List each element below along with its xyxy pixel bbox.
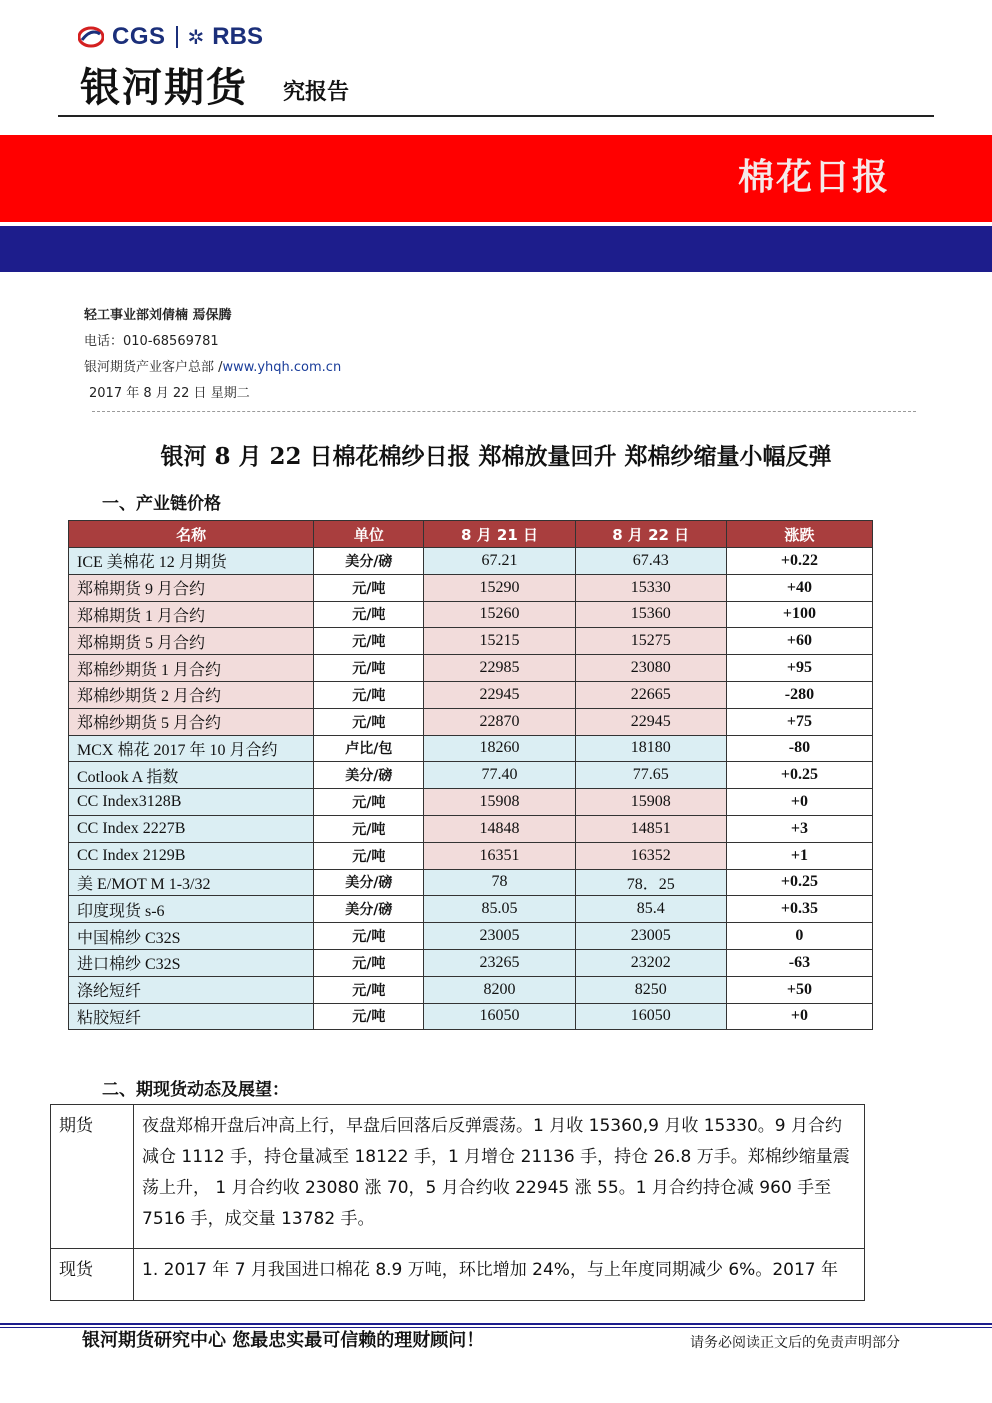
report-label: 究报告: [283, 80, 350, 105]
dashed-divider: [92, 411, 916, 412]
cell-change: +0.25: [726, 762, 872, 789]
cell-unit: 美分/磅: [314, 869, 424, 896]
table-row: [69, 708, 873, 735]
report-title: 银河 8 月 22 日棉花棉纱日报 郑棉放量回升 郑棉纱缩量小幅反弹: [160, 443, 832, 470]
cell-aug22: 15360: [575, 601, 726, 628]
cell-aug21: 18260: [424, 735, 575, 762]
table-header-row: [69, 521, 873, 548]
cell-unit: 元/吨: [314, 923, 424, 950]
footer-slogan: 银河期货研究中心 您最忠实最可信赖的理财顾问！: [82, 1330, 485, 1351]
futures-row: [51, 1105, 865, 1249]
brand-name: 银河期货: [80, 65, 248, 111]
cell-change: 0: [726, 923, 872, 950]
cell-aug22: 16050: [575, 1003, 726, 1030]
table-row: [69, 574, 873, 601]
table-row: [69, 923, 873, 950]
cell-name: CC Index 2227B: [69, 815, 314, 842]
cell-unit: 美分/磅: [314, 762, 424, 789]
table-row: [69, 628, 873, 655]
table-row: [69, 869, 873, 896]
col-header-change: 涨跌: [726, 521, 872, 548]
cell-aug22: 15275: [575, 628, 726, 655]
cell-unit: 美分/磅: [314, 896, 424, 923]
cell-name: MCX 棉花 2017 年 10 月合约: [69, 735, 314, 762]
cell-aug22: 16352: [575, 842, 726, 869]
logo-divider: [176, 26, 178, 48]
cell-change: +40: [726, 574, 872, 601]
cell-aug21: 23265: [424, 949, 575, 976]
spot-text: 1. 2017 年 7 月我国进口棉花 8.9 万吨，环比增加 24%，与上年度同期减少 6%。2017 年: [134, 1249, 865, 1301]
col-header-name: 名称: [69, 521, 314, 548]
cell-name: 郑棉纱期货 1 月合约: [69, 655, 314, 682]
cell-aug22: 23080: [575, 655, 726, 682]
cell-aug21: 16351: [424, 842, 575, 869]
footer-disclaimer: 请务必阅读正文后的免责声明部分: [690, 1335, 900, 1351]
table-row: [69, 548, 873, 575]
footer-divider: [0, 1323, 992, 1325]
cell-aug22: 23005: [575, 923, 726, 950]
table-row: [69, 762, 873, 789]
table-row: [69, 681, 873, 708]
cell-aug22: 77.65: [575, 762, 726, 789]
cell-aug22: 23202: [575, 949, 726, 976]
col-header-aug22: 8 月 22 日: [575, 521, 726, 548]
dept-name: 银河期货产业客户总部 /: [84, 360, 223, 375]
cell-aug21: 22985: [424, 655, 575, 682]
cell-name: 粘胶短纤: [69, 1003, 314, 1030]
cell-change: +3: [726, 815, 872, 842]
cell-aug21: 85.05: [424, 896, 575, 923]
cell-change: -280: [726, 681, 872, 708]
cell-unit: 元/吨: [314, 815, 424, 842]
cell-change: +0.35: [726, 896, 872, 923]
cell-name: CC Index 2129B: [69, 842, 314, 869]
cell-aug21: 67.21: [424, 548, 575, 575]
cell-unit: 元/吨: [314, 842, 424, 869]
spot-label: 现货: [51, 1249, 134, 1301]
report-date: 2017 年 8 月 22 日 星期二: [89, 386, 250, 401]
cell-unit: 元/吨: [314, 628, 424, 655]
cell-aug22: 67.43: [575, 548, 726, 575]
cell-unit: 元/吨: [314, 1003, 424, 1030]
cell-name: CC Index3128B: [69, 789, 314, 816]
cell-change: +95: [726, 655, 872, 682]
cell-unit: 元/吨: [314, 789, 424, 816]
cell-aug21: 15290: [424, 574, 575, 601]
cell-name: 印度现货 s-6: [69, 896, 314, 923]
table-row: [69, 815, 873, 842]
logo-cgs-text: CGS: [112, 23, 166, 50]
col-header-aug21: 8 月 21 日: [424, 521, 575, 548]
table-row: [69, 789, 873, 816]
cell-aug22: 22665: [575, 681, 726, 708]
authors: 轻工事业部刘倩楠 焉保腾: [84, 308, 232, 323]
cell-name: 郑棉期货 9 月合约: [69, 574, 314, 601]
table-row: [69, 976, 873, 1003]
cell-name: ICE 美棉花 12 月期货: [69, 548, 314, 575]
section-title-prices: 一、产业链价格: [102, 494, 221, 514]
table-row: [69, 735, 873, 762]
cell-change: +50: [726, 976, 872, 1003]
cell-aug21: 77.40: [424, 762, 575, 789]
logo: [78, 22, 263, 52]
cell-name: 郑棉纱期货 5 月合约: [69, 708, 314, 735]
cell-aug21: 16050: [424, 1003, 575, 1030]
cell-aug21: 78: [424, 869, 575, 896]
cell-unit: 元/吨: [314, 949, 424, 976]
col-header-unit: 单位: [314, 521, 424, 548]
header-divider: [58, 115, 934, 117]
cell-change: +75: [726, 708, 872, 735]
cell-unit: 美分/磅: [314, 548, 424, 575]
cell-aug21: 22945: [424, 681, 575, 708]
cell-aug22: 18180: [575, 735, 726, 762]
cell-change: -63: [726, 949, 872, 976]
cell-change: +0: [726, 1003, 872, 1030]
cell-aug21: 22870: [424, 708, 575, 735]
cell-unit: 元/吨: [314, 708, 424, 735]
futures-text: 夜盘郑棉开盘后冲高上行，早盘后回落后反弹震荡。1 月收 15360,9 月收 15330。9 月合约减仓 1112 手，持仓量减至 18122 手，1 月增仓 21136 手，持仓 26.8 万手。郑棉纱缩量震荡上升， 1 月合约收 23080 涨 70，5 月合约收 22945 涨 55。1 月合约持仓减 960 手至 7516 手，成交量 13782 手。: [134, 1105, 865, 1249]
table-row: [69, 1003, 873, 1030]
cell-aug22: 15330: [575, 574, 726, 601]
table-row: [69, 655, 873, 682]
cell-aug22: 14851: [575, 815, 726, 842]
cell-aug21: 23005: [424, 923, 575, 950]
cell-unit: 元/吨: [314, 681, 424, 708]
cell-change: +60: [726, 628, 872, 655]
cell-change: +0.22: [726, 548, 872, 575]
cell-aug22: 15908: [575, 789, 726, 816]
cell-aug21: 15215: [424, 628, 575, 655]
banner-blue: [0, 226, 992, 272]
cell-name: 郑棉期货 5 月合约: [69, 628, 314, 655]
cell-unit: 元/吨: [314, 655, 424, 682]
cell-aug22: 8250: [575, 976, 726, 1003]
futures-label: 期货: [51, 1105, 134, 1249]
cell-aug21: 15908: [424, 789, 575, 816]
cell-unit: 元/吨: [314, 574, 424, 601]
cell-unit: 卢比/包: [314, 735, 424, 762]
cell-name: 中国棉纱 C32S: [69, 923, 314, 950]
cell-aug21: 15260: [424, 601, 575, 628]
cell-unit: 元/吨: [314, 601, 424, 628]
cell-name: 郑棉纱期货 2 月合约: [69, 681, 314, 708]
price-table: [68, 520, 873, 1030]
cell-unit: 元/吨: [314, 976, 424, 1003]
phone: 电话：010-68569781: [84, 334, 219, 349]
table-row: [69, 842, 873, 869]
cell-name: 涤纶短纤: [69, 976, 314, 1003]
table-row: [69, 896, 873, 923]
section-title-dynamics: 二、期现货动态及展望：: [102, 1080, 289, 1100]
cell-name: Cotlook A 指数: [69, 762, 314, 789]
cell-name: 郑棉期货 1 月合约: [69, 601, 314, 628]
cell-name: 美 E/MOT M 1-3/32: [69, 869, 314, 896]
table-row: [69, 601, 873, 628]
dynamics-table: [50, 1104, 865, 1301]
website-line: [84, 356, 341, 375]
cell-aug22: 22945: [575, 708, 726, 735]
spot-row: [51, 1249, 865, 1301]
cell-change: +100: [726, 601, 872, 628]
rbs-daisy-icon: ✲: [187, 25, 205, 49]
banner-title: 棉花日报: [737, 157, 890, 198]
website-link[interactable]: www.yhqh.com.cn: [222, 360, 342, 375]
cell-aug22: 78．25: [575, 869, 726, 896]
logo-rbs-text: RBS: [212, 23, 263, 50]
galaxy-logo-icon: [78, 26, 104, 48]
cell-change: +0: [726, 789, 872, 816]
cell-change: +0.25: [726, 869, 872, 896]
cell-change: -80: [726, 735, 872, 762]
cell-change: +1: [726, 842, 872, 869]
cell-aug21: 8200: [424, 976, 575, 1003]
cell-name: 进口棉纱 C32S: [69, 949, 314, 976]
cell-aug22: 85.4: [575, 896, 726, 923]
table-row: [69, 949, 873, 976]
cell-aug21: 14848: [424, 815, 575, 842]
